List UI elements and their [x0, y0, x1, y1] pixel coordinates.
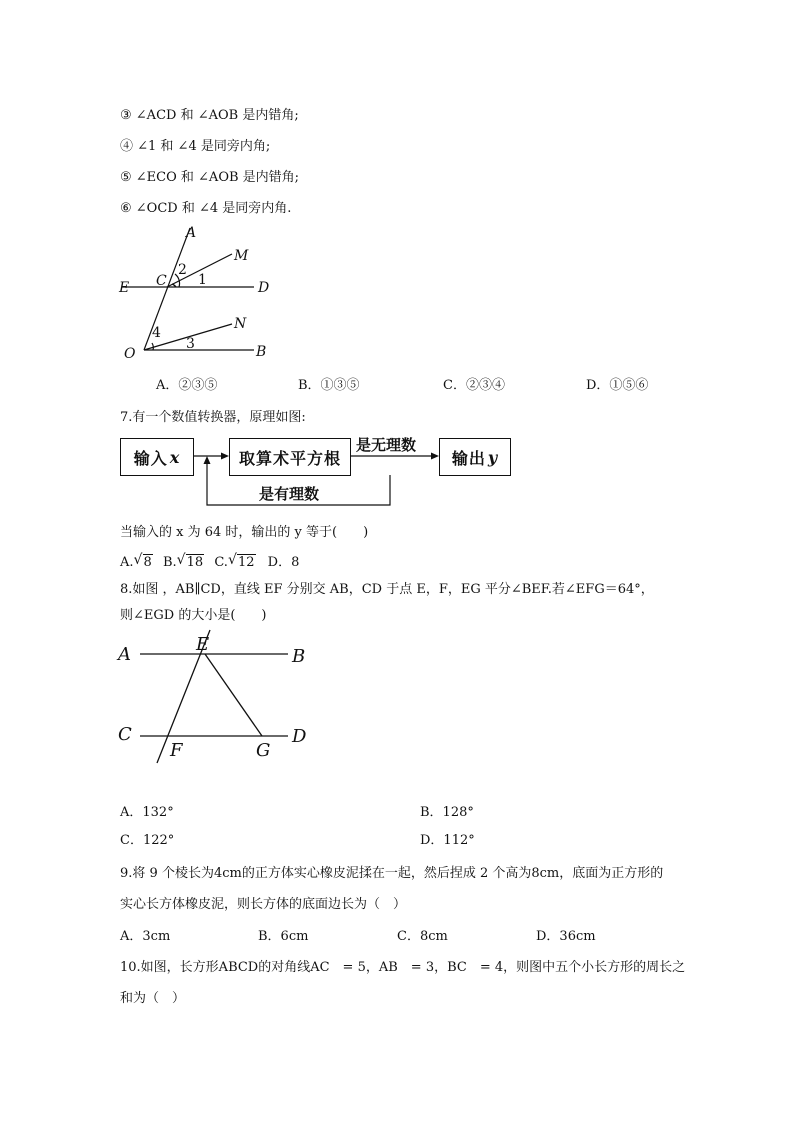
- flow-input-label: 输入: [133, 448, 168, 468]
- q9-option-c[interactable]: C．8cm: [397, 929, 448, 944]
- q6-item-5: ⑤ ∠ECO 和 ∠AOB 是内错角;: [120, 170, 300, 185]
- q7-option-a-label: A.: [120, 555, 134, 570]
- flow-input-box: [120, 438, 194, 476]
- q7-option-b-value: 18: [186, 555, 204, 570]
- flow-output-box: [439, 438, 511, 476]
- label-C: C: [156, 273, 167, 289]
- q8-option-a[interactable]: A．132°: [120, 805, 174, 820]
- q6-option-a[interactable]: A．②③⑤: [156, 378, 218, 393]
- label-C: C: [118, 724, 132, 745]
- q6-item-4: ④ ∠1 和 ∠4 是同旁内角;: [120, 139, 271, 154]
- label-O: O: [124, 346, 136, 362]
- label-N: N: [234, 316, 247, 332]
- q8-option-c[interactable]: C．122°: [120, 833, 175, 848]
- q7-option-a-value: 8: [143, 555, 152, 570]
- label-B: B: [292, 646, 306, 667]
- q9-option-d[interactable]: D．36cm: [536, 929, 596, 944]
- flow-input-var: x: [169, 447, 181, 467]
- flow-rational-label: 是有理数: [259, 485, 320, 503]
- q8-option-d[interactable]: D．112°: [420, 833, 475, 848]
- label-G: G: [256, 740, 271, 761]
- q6-option-d[interactable]: D．①⑤⑥: [586, 378, 649, 393]
- q10-stem-line1: 10.如图，长方形ABCD的对角线AC = 5，AB = 3，BC = 4，则图中五个小长方形的周长之: [120, 960, 686, 975]
- q7-options: [120, 551, 299, 570]
- q7-stem: 7.有一个数值转换器，原理如图:: [120, 410, 306, 425]
- q7-option-d[interactable]: [268, 555, 300, 570]
- label-D: D: [258, 280, 270, 296]
- label-E: E: [119, 280, 130, 296]
- q8-stem-line2: 则∠EGD 的大小是( ): [120, 608, 267, 623]
- label-4: 4: [152, 325, 161, 341]
- q6-angle-diagram: [112, 222, 282, 362]
- q7-option-c-value: 12: [237, 555, 255, 570]
- label-D: D: [292, 726, 307, 747]
- flow-irrational-label: 是无理数: [356, 436, 417, 454]
- q8-parallel-lines-diagram: [112, 626, 322, 771]
- q9-stem-line1: 9.将 9 个棱长为4cm的正方体实心橡皮泥揉在一起，然后捏成 2 个高为8cm，底面为正方形的: [120, 866, 664, 881]
- q7-option-b-label: B.: [162, 555, 177, 570]
- q7-option-d-value: 8: [291, 555, 300, 570]
- label-1: 1: [198, 272, 207, 288]
- line-EG: [205, 654, 262, 736]
- q7-question: 当输入的 x 为 64 时，输出的 y 等于( ): [120, 525, 369, 540]
- label-M: M: [234, 248, 249, 264]
- label-F: F: [170, 740, 183, 761]
- q7-option-c-label: C.: [214, 555, 228, 570]
- flow-output-label: 输出: [451, 448, 486, 468]
- label-A: A: [118, 644, 131, 665]
- flow-output-var: y: [487, 447, 499, 467]
- q6-item-6: ⑥ ∠OCD 和 ∠4 是同旁内角.: [120, 201, 292, 216]
- q7-option-a[interactable]: A. √ 8: [120, 552, 152, 570]
- label-E: E: [196, 634, 210, 655]
- label-A: A: [186, 225, 197, 241]
- line-OA: [144, 228, 190, 350]
- q7-option-b[interactable]: B. √ 18: [162, 552, 204, 570]
- q8-stem-line1: 8.如图 ，AB∥CD，直线 EF 分别交 AB，CD 于点 E，F，EG 平分∠BEF.若∠EFG＝64°，: [120, 582, 654, 597]
- q10-stem-line2: 和为（ ）: [120, 991, 186, 1006]
- q9-option-b[interactable]: B．6cm: [258, 929, 309, 944]
- q9-stem-line2: 实心长方体橡皮泥，则长方体的底面边长为（ ）: [120, 897, 407, 912]
- label-B: B: [256, 344, 267, 360]
- q7-option-c[interactable]: C. √ 12: [214, 552, 255, 570]
- q6-option-c[interactable]: C．②③④: [443, 378, 505, 393]
- label-3: 3: [186, 336, 195, 352]
- flow-process-label: 取算术平方根: [238, 448, 341, 468]
- q6-option-b[interactable]: B．①③⑤: [298, 378, 360, 393]
- arc-angle-4: [152, 343, 153, 350]
- q6-item-3: ③ ∠ACD 和 ∠AOB 是内错角;: [120, 108, 299, 123]
- label-2: 2: [178, 262, 187, 278]
- q7-option-d-label: D．: [267, 555, 292, 570]
- q9-option-a[interactable]: A．3cm: [120, 929, 171, 944]
- q8-option-b[interactable]: B．128°: [420, 805, 474, 820]
